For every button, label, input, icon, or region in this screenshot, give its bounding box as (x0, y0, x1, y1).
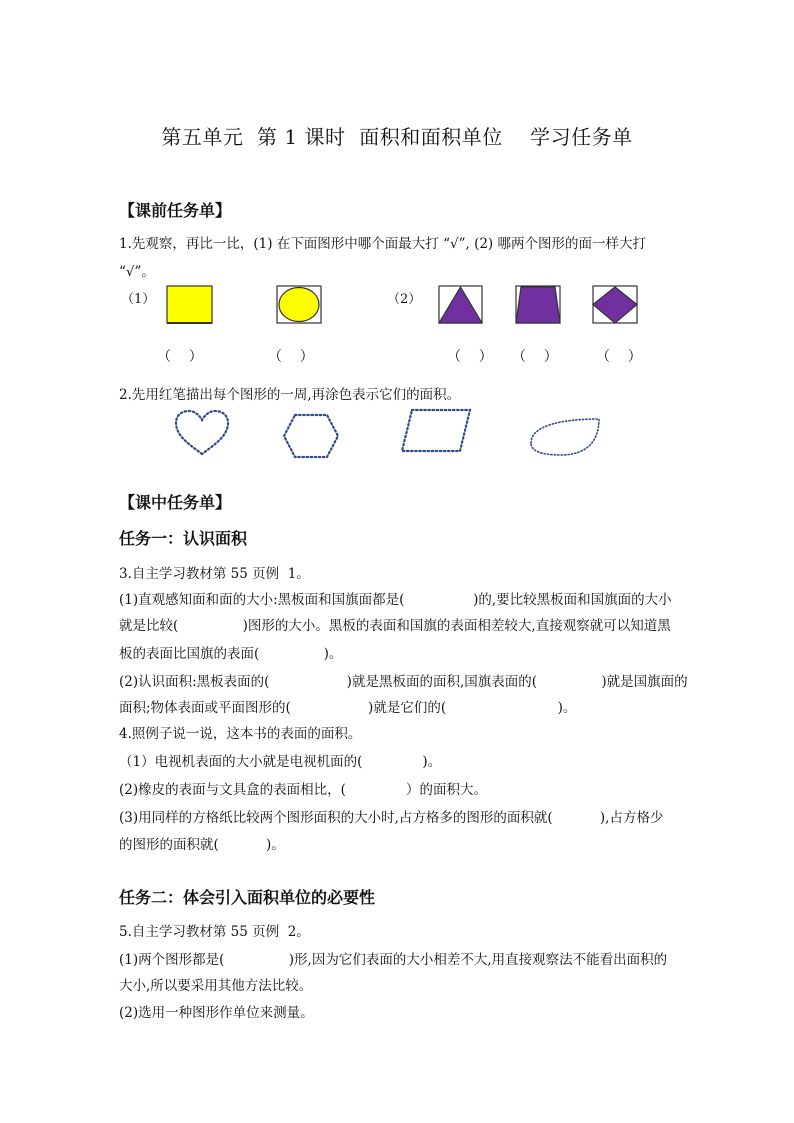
task-1-line: 4.照例子说一说，这本书的表面的面积。 (119, 726, 362, 742)
yellow-circle-in-square-shape (276, 285, 322, 325)
task-1-line: （1）电视机表面的大小就是电视机面的( )。 (119, 754, 442, 770)
answer-blank-1[interactable]: （ ） (157, 349, 203, 365)
task-1-line: (2)橡皮的表面与文具盒的表面相比，( ）的面积大。 (119, 782, 487, 798)
dotted-hexagon-shape (281, 413, 341, 461)
answer-blank-2[interactable]: （ ） (268, 349, 314, 365)
task-2-line: 5.自主学习教材第 55 页例 2。 (119, 924, 310, 940)
answer-blank-4[interactable]: （ ） (512, 349, 558, 365)
question-2: 2.先用红笔描出每个图形的一周,再涂色表示它们的面积。 (119, 387, 461, 403)
task-1-line: (3)用同样的方格纸比较两个图形面积的大小时,占方格多的图形的面积就( ),占方格少 (119, 810, 664, 826)
task-2-title: 任务二：体会引入面积单位的必要性 (119, 888, 376, 907)
purple-diamond-in-square-shape (592, 285, 638, 325)
task-1-line: 面积;物体表面或平面图形的( )就是它们的( )。 (119, 700, 577, 716)
task-1-title: 任务一：认识面积 (119, 529, 248, 548)
task-2-line: (1)两个图形都是( )形,因为它们表面的大小相差不大,用直接观察法不能看出面积的 (119, 952, 668, 968)
page-title: 第五单元 第 1 课时 面积和面积单位 学习任务单 (161, 125, 633, 149)
task-1-line: 3.自主学习教材第 55 页例 1。 (119, 566, 310, 582)
task-2-line: 大小,所以要采用其他方法比较。 (119, 978, 313, 994)
question-1-line-2: “√”。 (119, 264, 155, 280)
part-2-label: （2） (387, 292, 422, 307)
purple-triangle-in-square-shape (438, 285, 483, 325)
task-2-line: (2)选用一种图形作单位来测量。 (119, 1005, 314, 1021)
task-1-line: 板的表面比国旗的表面( )。 (119, 646, 343, 662)
task-1-line: 的图形的面积就( )。 (119, 837, 285, 853)
purple-trapezoid-in-square-shape (515, 285, 561, 325)
part-1-label: （1） (121, 292, 156, 307)
dotted-heart-shape (172, 408, 232, 458)
task-1-line: 就是比较( )图形的大小。黑板的表面和国旗的表面相差较大,直接观察就可以知道黑 (119, 618, 671, 634)
task-1-line: (1)直观感知面和面的大小:黑板面和国旗面都是( )的,要比较黑板面和国旗面的大小 (119, 592, 672, 608)
dotted-parallelogram-shape (400, 407, 474, 455)
answer-blank-5[interactable]: （ ） (596, 349, 642, 365)
dotted-leaf-shape (527, 415, 605, 459)
answer-blank-3[interactable]: （ ） (447, 349, 493, 365)
task-1-line: (2)认识面积:黑板表面的( )就是黑板面的面积,国旗表面的( )就是国旗面的 (119, 674, 688, 690)
question-1-line-1: 1.先观察，再比一比，(1) 在下面图形中哪个面最大打 “√”, (2) 哪两个图形的面一样大打 (119, 236, 646, 252)
in-class-heading: 【课中任务单】 (119, 493, 232, 512)
yellow-rectangle-shape (166, 285, 213, 325)
pre-class-heading: 【课前任务单】 (119, 201, 232, 220)
